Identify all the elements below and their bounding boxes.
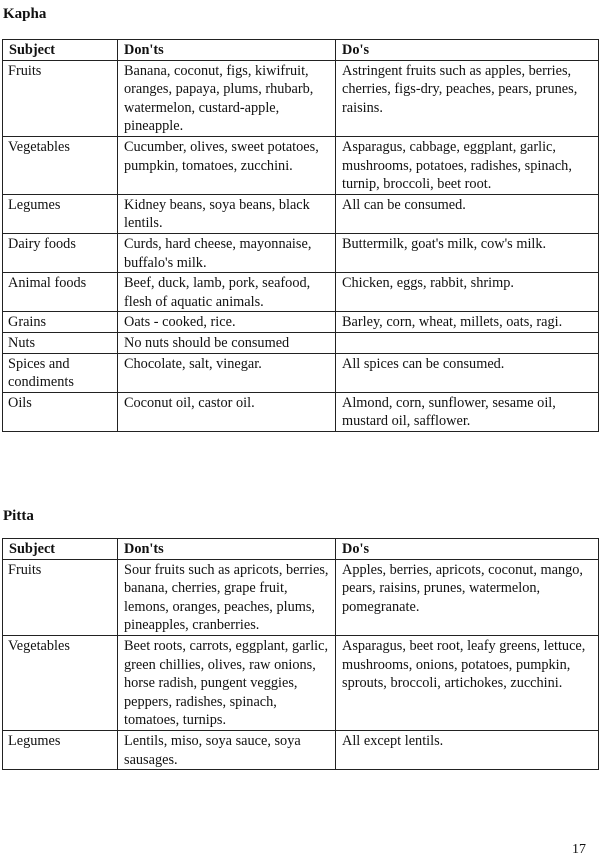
- dos-cell: All can be consumed.: [336, 194, 599, 233]
- column-header-donts: Don'ts: [118, 539, 336, 560]
- subject-cell: Grains: [3, 312, 118, 333]
- table-row: [3, 136, 599, 194]
- table-row: [3, 392, 599, 431]
- column-header-dos: Do's: [336, 539, 599, 560]
- table-row: [3, 332, 599, 353]
- donts-cell: Cucumber, olives, sweet potatoes, pumpkin, tomatoes, zucchini.: [118, 136, 336, 194]
- column-header-subject: Subject: [3, 539, 118, 560]
- kapha-diet-table: [2, 39, 599, 432]
- subject-cell: Animal foods: [3, 273, 118, 312]
- section-title-kapha: Kapha: [3, 6, 47, 22]
- pitta-diet-table: [2, 538, 599, 770]
- section-title-pitta: Pitta: [3, 508, 34, 524]
- table-row: [3, 730, 599, 769]
- donts-cell: Oats - cooked, rice.: [118, 312, 336, 333]
- dos-cell: Buttermilk, goat's milk, cow's milk.: [336, 233, 599, 272]
- column-header-donts: Don'ts: [118, 40, 336, 61]
- dos-cell: Barley, corn, wheat, millets, oats, ragi.: [336, 312, 599, 333]
- donts-cell: Coconut oil, castor oil.: [118, 392, 336, 431]
- table-row: [3, 635, 599, 730]
- donts-cell: Beef, duck, lamb, pork, seafood, flesh of aquatic animals.: [118, 273, 336, 312]
- subject-cell: Spices and condiments: [3, 353, 118, 392]
- dos-cell: Apples, berries, apricots, coconut, mango, pears, raisins, prunes, watermelon, pomegranate.: [336, 559, 599, 635]
- subject-cell: Vegetables: [3, 136, 118, 194]
- table-row: [3, 60, 599, 136]
- dos-cell: All spices can be consumed.: [336, 353, 599, 392]
- dos-cell: Chicken, eggs, rabbit, shrimp.: [336, 273, 599, 312]
- donts-cell: Kidney beans, soya beans, black lentils.: [118, 194, 336, 233]
- donts-cell: Sour fruits such as apricots, berries, banana, cherries, grape fruit, lemons, oranges, peaches, plums, pineapples, cranberries.: [118, 559, 336, 635]
- subject-cell: Nuts: [3, 332, 118, 353]
- column-header-subject: Subject: [3, 40, 118, 61]
- table-header-row: [3, 539, 599, 560]
- donts-cell: Chocolate, salt, vinegar.: [118, 353, 336, 392]
- dos-cell: [336, 332, 599, 353]
- subject-cell: Fruits: [3, 60, 118, 136]
- dos-cell: All except lentils.: [336, 730, 599, 769]
- donts-cell: Banana, coconut, figs, kiwifruit, oranges, papaya, plums, rhubarb, watermelon, custard-apple, pineapple.: [118, 60, 336, 136]
- dos-cell: Asparagus, beet root, leafy greens, lettuce, mushrooms, onions, potatoes, pumpkin, sprouts, broccoli, artichokes, zucchini.: [336, 635, 599, 730]
- column-header-dos: Do's: [336, 40, 599, 61]
- page-number: 17: [572, 842, 586, 857]
- subject-cell: Legumes: [3, 194, 118, 233]
- table-row: [3, 312, 599, 333]
- table-row: [3, 233, 599, 272]
- table-row: [3, 273, 599, 312]
- table-header-row: [3, 40, 599, 61]
- subject-cell: Legumes: [3, 730, 118, 769]
- subject-cell: Fruits: [3, 559, 118, 635]
- subject-cell: Vegetables: [3, 635, 118, 730]
- table-row: [3, 194, 599, 233]
- donts-cell: Beet roots, carrots, eggplant, garlic, green chillies, olives, raw onions, horse radish, pungent veggies, peppers, radishes, spinach, tomatoes, turnips.: [118, 635, 336, 730]
- donts-cell: Lentils, miso, soya sauce, soya sausages.: [118, 730, 336, 769]
- dos-cell: Almond, corn, sunflower, sesame oil, mustard oil, safflower.: [336, 392, 599, 431]
- donts-cell: Curds, hard cheese, mayonnaise, buffalo's milk.: [118, 233, 336, 272]
- dos-cell: Asparagus, cabbage, eggplant, garlic, mushrooms, potatoes, radishes, spinach, turnip, broccoli, beet root.: [336, 136, 599, 194]
- subject-cell: Oils: [3, 392, 118, 431]
- dos-cell: Astringent fruits such as apples, berries, cherries, figs-dry, peaches, pears, prunes, raisins.: [336, 60, 599, 136]
- donts-cell: No nuts should be consumed: [118, 332, 336, 353]
- table-row: [3, 353, 599, 392]
- subject-cell: Dairy foods: [3, 233, 118, 272]
- table-row: [3, 559, 599, 635]
